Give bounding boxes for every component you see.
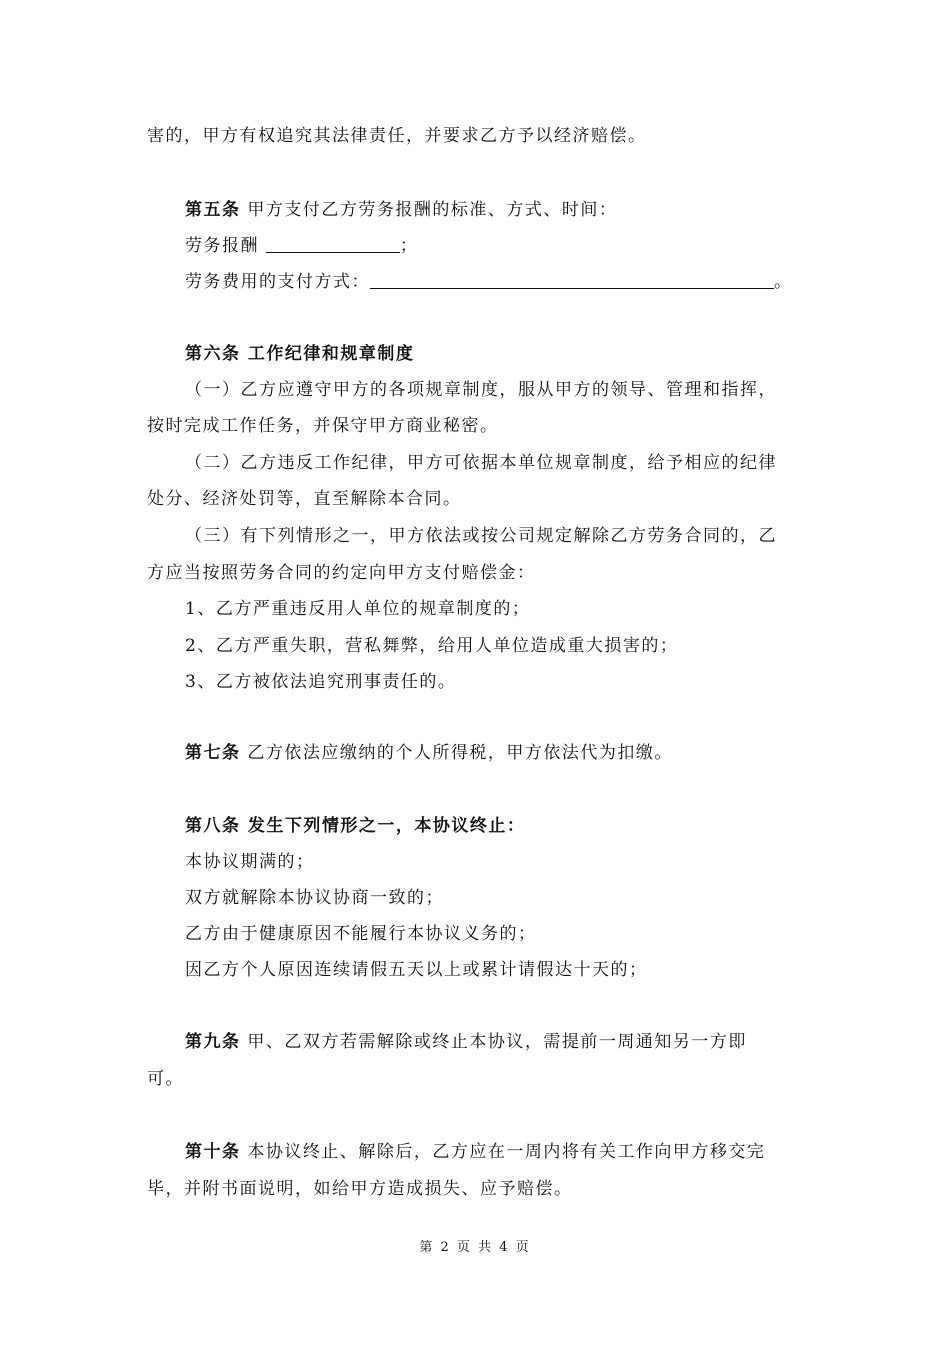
- article-6-item-3b: 方应当按照劳务合同的约定向甲方支付赔偿金：: [147, 563, 536, 583]
- article-6-sub-3: 3、乙方被依法追究刑事责任的。: [185, 672, 457, 692]
- fee-label: 劳务报酬: [185, 236, 259, 256]
- article-8-heading: 第八条 发生下列情形之一，本协议终止：: [185, 816, 526, 836]
- article-10-text-b: 毕，并附书面说明，如给甲方造成损失、应予赔偿。: [147, 1179, 573, 1199]
- payment-method-line: [185, 270, 807, 294]
- article-8-condition-1: 本协议期满的；: [185, 852, 315, 872]
- payment-method-blank[interactable]: [370, 270, 774, 289]
- article-10-text-a: 本协议终止、解除后，乙方应在一周内将有关工作向甲方移交完: [247, 1142, 766, 1162]
- article-9-heading: 第九条: [185, 1032, 241, 1052]
- fee-end: ；: [399, 236, 419, 256]
- article-5-text: 甲方支付乙方劳务报酬的标准、方式、时间：: [247, 200, 618, 220]
- article-7-heading: 第七条: [185, 743, 241, 763]
- payment-method-label: 劳务费用的支付方式：: [185, 272, 370, 292]
- article-6-sub-1: 1、乙方严重违反用人单位的规章制度的；: [185, 599, 531, 619]
- article-6-item-1a: （一）乙方应遵守甲方的各项规章制度，服从甲方的领导、管理和指挥，: [185, 380, 777, 400]
- article-6-item-2a: （二）乙方违反工作纪律，甲方可依据本单位规章制度，给予相应的纪律: [185, 453, 777, 473]
- page-number: 第 2 页 共 4 页: [419, 1240, 531, 1255]
- article-9-text-a: 甲、乙双方若需解除或终止本协议，需提前一周通知另一方即: [247, 1032, 747, 1052]
- article-6-item-3a: （三）有下列情形之一，甲方依法或按公司规定解除乙方劳务合同的，乙: [185, 526, 777, 546]
- payment-method-end: 。: [774, 272, 793, 292]
- article-6-heading: 第六条 工作纪律和规章制度: [185, 344, 415, 364]
- article-8-condition-3: 乙方由于健康原因不能履行本协议义务的；: [185, 924, 537, 944]
- article-6-item-1b: 按时完成工作任务，并保守甲方商业秘密。: [147, 416, 499, 436]
- article-8-condition-2: 双方就解除本协议协商一致的；: [185, 888, 444, 908]
- fee-line: [185, 234, 807, 258]
- article-10-line: [185, 1140, 807, 1164]
- article-5-line: [185, 198, 807, 222]
- article-5-heading: 第五条: [185, 200, 241, 220]
- article-6-item-2b: 处分、经济处罚等，直至解除本合同。: [147, 489, 462, 509]
- article-6-sub-2: 2、乙方严重失职，营私舞弊，给用人单位造成重大损害的；: [185, 636, 679, 656]
- article-8-condition-4: 因乙方个人原因连续请假五天以上或累计请假达十天的；: [185, 960, 648, 980]
- article-7-text: 乙方依法应缴纳的个人所得税，甲方依法代为扣缴。: [247, 743, 673, 763]
- article-7-line: [185, 741, 807, 765]
- paragraph-continued: 害的，甲方有权追究其法律责任，并要求乙方予以经济赔偿。: [147, 126, 647, 146]
- article-9-text-b: 可。: [147, 1069, 184, 1089]
- article-9-line: [185, 1030, 807, 1054]
- fee-blank[interactable]: [266, 234, 400, 253]
- article-10-heading: 第十条: [185, 1142, 241, 1162]
